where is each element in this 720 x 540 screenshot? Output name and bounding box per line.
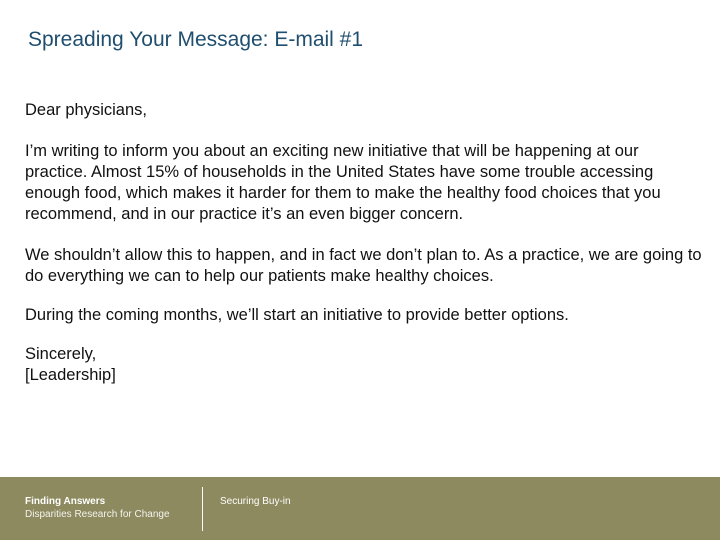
slide-title: Spreading Your Message: E-mail #1 [28,28,364,51]
org-name: Finding Answers [25,496,106,507]
section-label: Securing Buy-in [220,496,291,507]
paragraph-commitment: We shouldn’t allow this to happen, and in fact we don’t plan to. As a practice, we are going to do everything we can to help our patients make healthy choices. [25,246,702,285]
org-logo-text [25,495,170,521]
paragraph-timeline: During the coming months, we’ll start an initiative to provide better options. [25,306,569,324]
salutation: Dear physicians, [25,101,147,119]
org-tagline: Disparities Research for Change [25,509,170,520]
closing: Sincerely, [25,345,97,363]
email-body [25,100,705,386]
signature: [Leadership] [25,366,116,384]
paragraph-initiative: I’m writing to inform you about an exciting new initiative that will be happening at our practice. Almost 15% of households in the United States have some trouble accessing enough food, which makes it harder for them to make the healthy food choices that you recommend, and in our practice it’s an even bigger concern. [25,142,661,223]
footer-bar [0,477,720,540]
footer-divider [202,487,203,531]
